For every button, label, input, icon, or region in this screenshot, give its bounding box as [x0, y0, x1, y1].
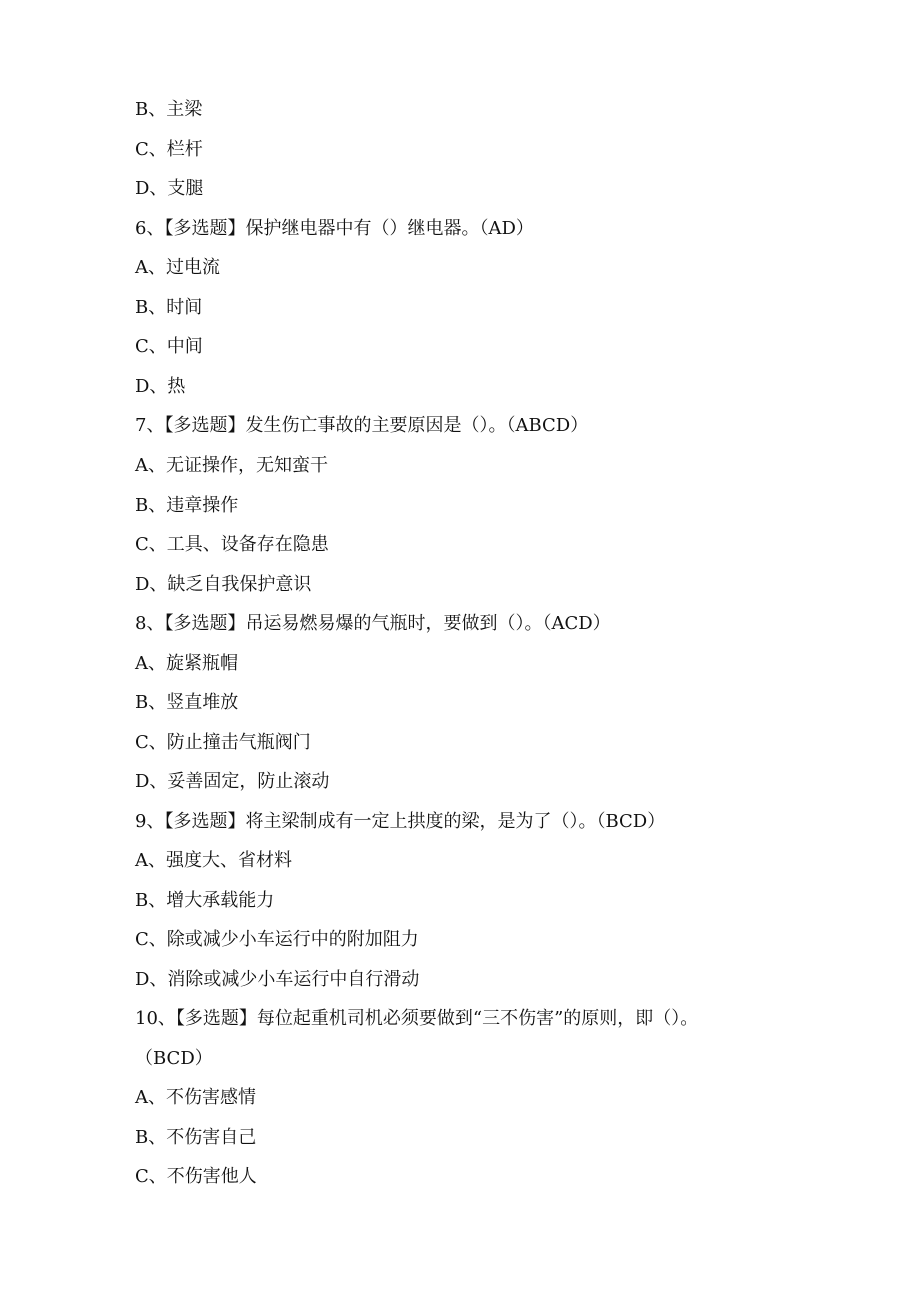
question-10: 10、【多选题】每位起重机司机必须要做到“三不伤害”的原则，即（）。	[135, 1008, 699, 1029]
option-a-q8: A、旋紧瓶帽	[135, 653, 238, 674]
option-d-q5: D、支腿	[135, 178, 204, 199]
option-d-q8: D、妥善固定，防止滚动	[135, 771, 330, 792]
option-b-q9: B、增大承载能力	[135, 890, 275, 911]
option-c-q5: C、栏杆	[135, 139, 203, 160]
option-a-q6: A、过电流	[135, 257, 220, 278]
option-c-q7: C、工具、设备存在隐患	[135, 534, 329, 555]
option-c-q10: C、不伤害他人	[135, 1166, 257, 1187]
option-d-q9: D、消除或减少小车运行中自行滑动	[135, 969, 420, 990]
option-b-q6: B、时间	[135, 297, 203, 318]
option-c-q8: C、防止撞击气瓶阀门	[135, 732, 311, 753]
option-a-q9: A、强度大、省材料	[135, 850, 292, 871]
option-b-q5: B、主梁	[135, 99, 203, 120]
question-9: 9、【多选题】将主梁制成有一定上拱度的梁，是为了（）。（BCD）	[135, 811, 666, 832]
option-b-q7: B、违章操作	[135, 495, 239, 516]
question-10-answer: （BCD）	[135, 1048, 213, 1069]
question-7: 7、【多选题】发生伤亡事故的主要原因是（）。（ABCD）	[135, 415, 589, 436]
option-c-q9: C、除或减少小车运行中的附加阻力	[135, 929, 419, 950]
option-a-q10: A、不伤害感情	[135, 1087, 256, 1108]
question-8: 8、【多选题】吊运易燃易爆的气瓶时，要做到（）。（ACD）	[135, 613, 611, 634]
option-a-q7: A、无证操作，无知蛮干	[135, 455, 328, 476]
option-c-q6: C、中间	[135, 336, 203, 357]
question-6: 6、【多选题】保护继电器中有（）继电器。（AD）	[135, 218, 534, 239]
option-b-q10: B、不伤害自己	[135, 1127, 257, 1148]
option-d-q7: D、缺乏自我保护意识	[135, 574, 312, 595]
option-d-q6: D、热	[135, 376, 186, 397]
option-b-q8: B、竖直堆放	[135, 692, 239, 713]
